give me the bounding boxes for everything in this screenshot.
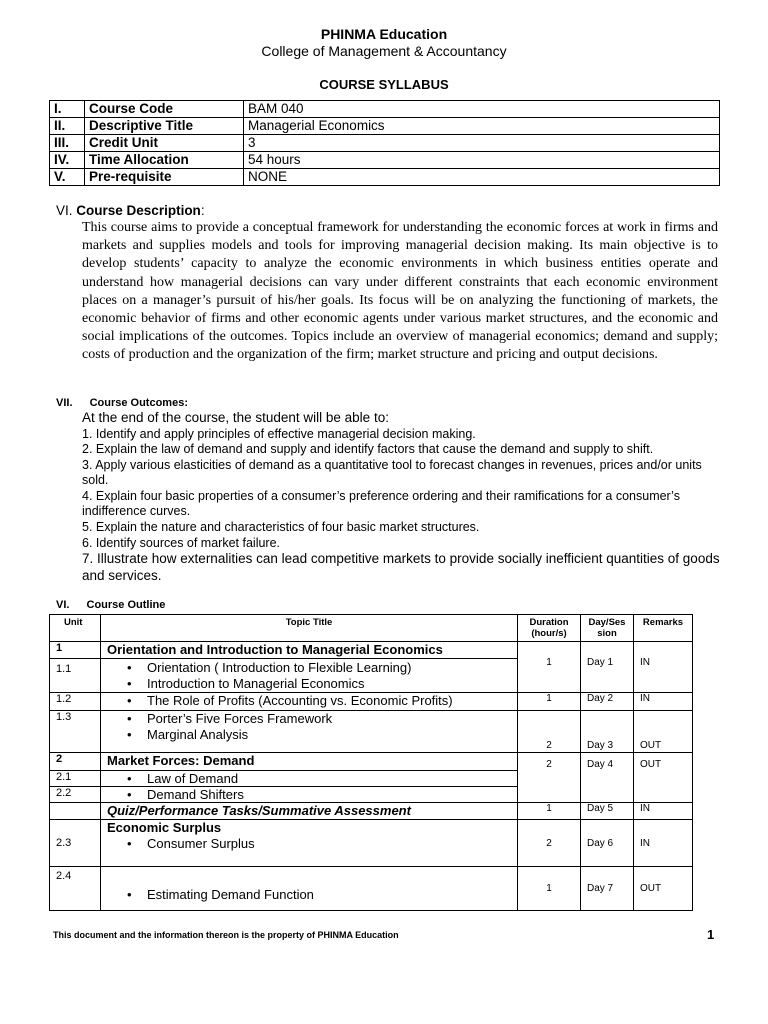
day-cell: Day 4 [581, 753, 634, 803]
topic-bullets [101, 787, 518, 803]
outcome-item: 7. Illustrate how externalities can lead competitive markets to provide socially inefficient quantities of goods and services. [82, 551, 720, 583]
topic-title: Economic Surplus [107, 820, 222, 835]
unit-number: 1.1 [50, 659, 101, 693]
unit-number: 2.2 [50, 787, 101, 803]
list-item: • Marginal Analysis [127, 727, 511, 743]
footer-notice: This document and the information thereon is the property of PHINMA Education [53, 930, 399, 940]
description-heading [56, 203, 205, 218]
outcomes-heading [56, 397, 188, 409]
table-row [50, 642, 693, 659]
info-row [50, 101, 720, 118]
col-day-header: Day/Ses sion [581, 615, 634, 642]
table-row [50, 820, 693, 867]
course-outline-table [49, 614, 693, 911]
duration-cell: 1 [518, 867, 581, 911]
remarks-cell: IN [634, 820, 693, 867]
info-numeral: II. [50, 118, 85, 135]
topic-bullets [101, 771, 518, 787]
unit-number: 1.2 [50, 693, 101, 711]
unit-number: 1 [50, 642, 101, 659]
outcomes-intro: At the end of the course, the student will be able to: [82, 410, 389, 425]
description-title: Course Description [76, 203, 201, 218]
info-value: 3 [244, 135, 720, 152]
document-title: COURSE SYLLABUS [319, 77, 449, 92]
topic-group [101, 820, 518, 867]
remarks-cell: OUT [634, 867, 693, 911]
unit-number: 2.4 [50, 867, 101, 911]
outcomes-title: Course Outcomes: [89, 397, 188, 409]
table-row [50, 753, 693, 771]
list-item: • Estimating Demand Function [127, 887, 511, 902]
table-row [50, 867, 693, 911]
list-item: • Porter’s Five Forces Framework [127, 711, 511, 727]
list-item: • Orientation ( Introduction to Flexible Learning) [127, 660, 511, 676]
outline-heading [56, 599, 165, 611]
info-value: Managerial Economics [244, 118, 720, 135]
topic-bullets [101, 693, 518, 711]
list-item: • Demand Shifters [127, 787, 511, 802]
outcome-item: 3. Apply various elasticities of demand as a quantitative tool to forecast changes in revenues, prices and/or units sold. [82, 457, 702, 488]
remarks-cell: IN [634, 693, 693, 711]
info-row [50, 152, 720, 169]
info-label: Pre-requisite [85, 169, 244, 186]
remarks-cell: IN [634, 642, 693, 693]
unit-number [50, 803, 101, 820]
info-row [50, 135, 720, 152]
col-duration-header: Duration (hour/s) [518, 615, 581, 642]
info-value: NONE [244, 169, 720, 186]
duration-cell: 2 [518, 753, 581, 803]
unit-number: 2.3 [50, 820, 101, 867]
topic-bullets [107, 836, 511, 852]
list-item: • Introduction to Managerial Economics [127, 676, 511, 692]
info-label: Credit Unit [85, 135, 244, 152]
organization-name: PHINMA Education [320, 26, 448, 42]
day-cell: Day 7 [581, 867, 634, 911]
day-cell: Day 6 [581, 820, 634, 867]
topic-title: Quiz/Performance Tasks/Summative Assessment [101, 803, 518, 820]
info-numeral: V. [50, 169, 85, 186]
outcome-item: 4. Explain four basic properties of a consumer’s preference ordering and their ramifications for a consumer’s indifference curves. [82, 488, 680, 519]
col-topic-header: Topic Title [101, 615, 518, 642]
day-cell: Day 1 [581, 642, 634, 693]
info-label: Descriptive Title [85, 118, 244, 135]
description-numeral: VI. [56, 203, 73, 218]
outcome-item: 6. Identify sources of market failure. [82, 535, 281, 550]
list-item: • Law of Demand [127, 771, 511, 786]
outline-header-row [50, 615, 693, 642]
topic-title: Market Forces: Demand [101, 753, 518, 771]
description-colon: : [200, 203, 205, 218]
info-row [50, 118, 720, 135]
outcomes-numeral: VII. [56, 397, 73, 409]
duration-cell: 2 [518, 711, 581, 753]
info-value: 54 hours [244, 152, 720, 169]
table-row [50, 711, 693, 753]
day-cell: Day 2 [581, 693, 634, 711]
info-row [50, 169, 720, 186]
topic-bullets [101, 867, 518, 911]
topic-bullets [101, 711, 518, 753]
page-number: 1 [707, 927, 715, 942]
remarks-cell: OUT [634, 711, 693, 753]
list-item: • The Role of Profits (Accounting vs. Economic Profits) [127, 693, 511, 708]
table-row [50, 803, 693, 820]
duration-cell: 1 [518, 693, 581, 711]
list-item: • Consumer Surplus [127, 836, 511, 852]
col-remarks-header: Remarks [634, 615, 693, 642]
info-numeral: IV. [50, 152, 85, 169]
topic-bullets [101, 659, 518, 693]
col-unit-header: Unit [50, 615, 101, 642]
outcomes-list [82, 410, 722, 584]
duration-cell: 1 [518, 803, 581, 820]
info-label: Course Code [85, 101, 244, 118]
outcome-item: 5. Explain the nature and characteristics of four basic market structures. [82, 520, 480, 535]
outcome-item: 2. Explain the law of demand and supply and identify factors that cause the demand and supply to shift. [82, 442, 654, 457]
duration-cell: 1 [518, 642, 581, 693]
course-info-table [49, 100, 720, 186]
outline-title: Course Outline [86, 599, 166, 611]
info-label: Time Allocation [85, 152, 244, 169]
topic-title: Orientation and Introduction to Managerial Economics [101, 642, 518, 659]
info-numeral: III. [50, 135, 85, 152]
outline-numeral: VI. [56, 599, 70, 611]
info-value: BAM 040 [244, 101, 720, 118]
college-name: College of Management & Accountancy [261, 43, 507, 59]
day-cell: Day 3 [581, 711, 634, 753]
duration-cell: 2 [518, 820, 581, 867]
outcome-item: 1. Identify and apply principles of effective managerial decision making. [82, 426, 476, 441]
course-description-text: This course aims to provide a conceptual framework for understanding the economic forces at work in firms and markets and supplies models and tools for improving managerial decision making. Its main objective is to develop students’ capacity to analyze the economic environments in which business entities operate and understand how managerial decisions can vary under different constraints that each economic environment places on a manager’s pursuit of his/her goals. Its focus will be on analyzing the functioning of markets, the economic behavior of firms and other economic agents under various market structures, and the economic and social implications of the outcomes. Topics include an overview of managerial economics; demand and supply; costs of production and the organization of the firm; market structure and pricing and output decisions. [82, 220, 718, 363]
remarks-cell: OUT [634, 753, 693, 803]
unit-number: 2 [50, 753, 101, 771]
unit-number: 1.3 [50, 711, 101, 753]
unit-number: 2.1 [50, 771, 101, 787]
remarks-cell: IN [634, 803, 693, 820]
day-cell: Day 5 [581, 803, 634, 820]
info-numeral: I. [50, 101, 85, 118]
table-row [50, 693, 693, 711]
